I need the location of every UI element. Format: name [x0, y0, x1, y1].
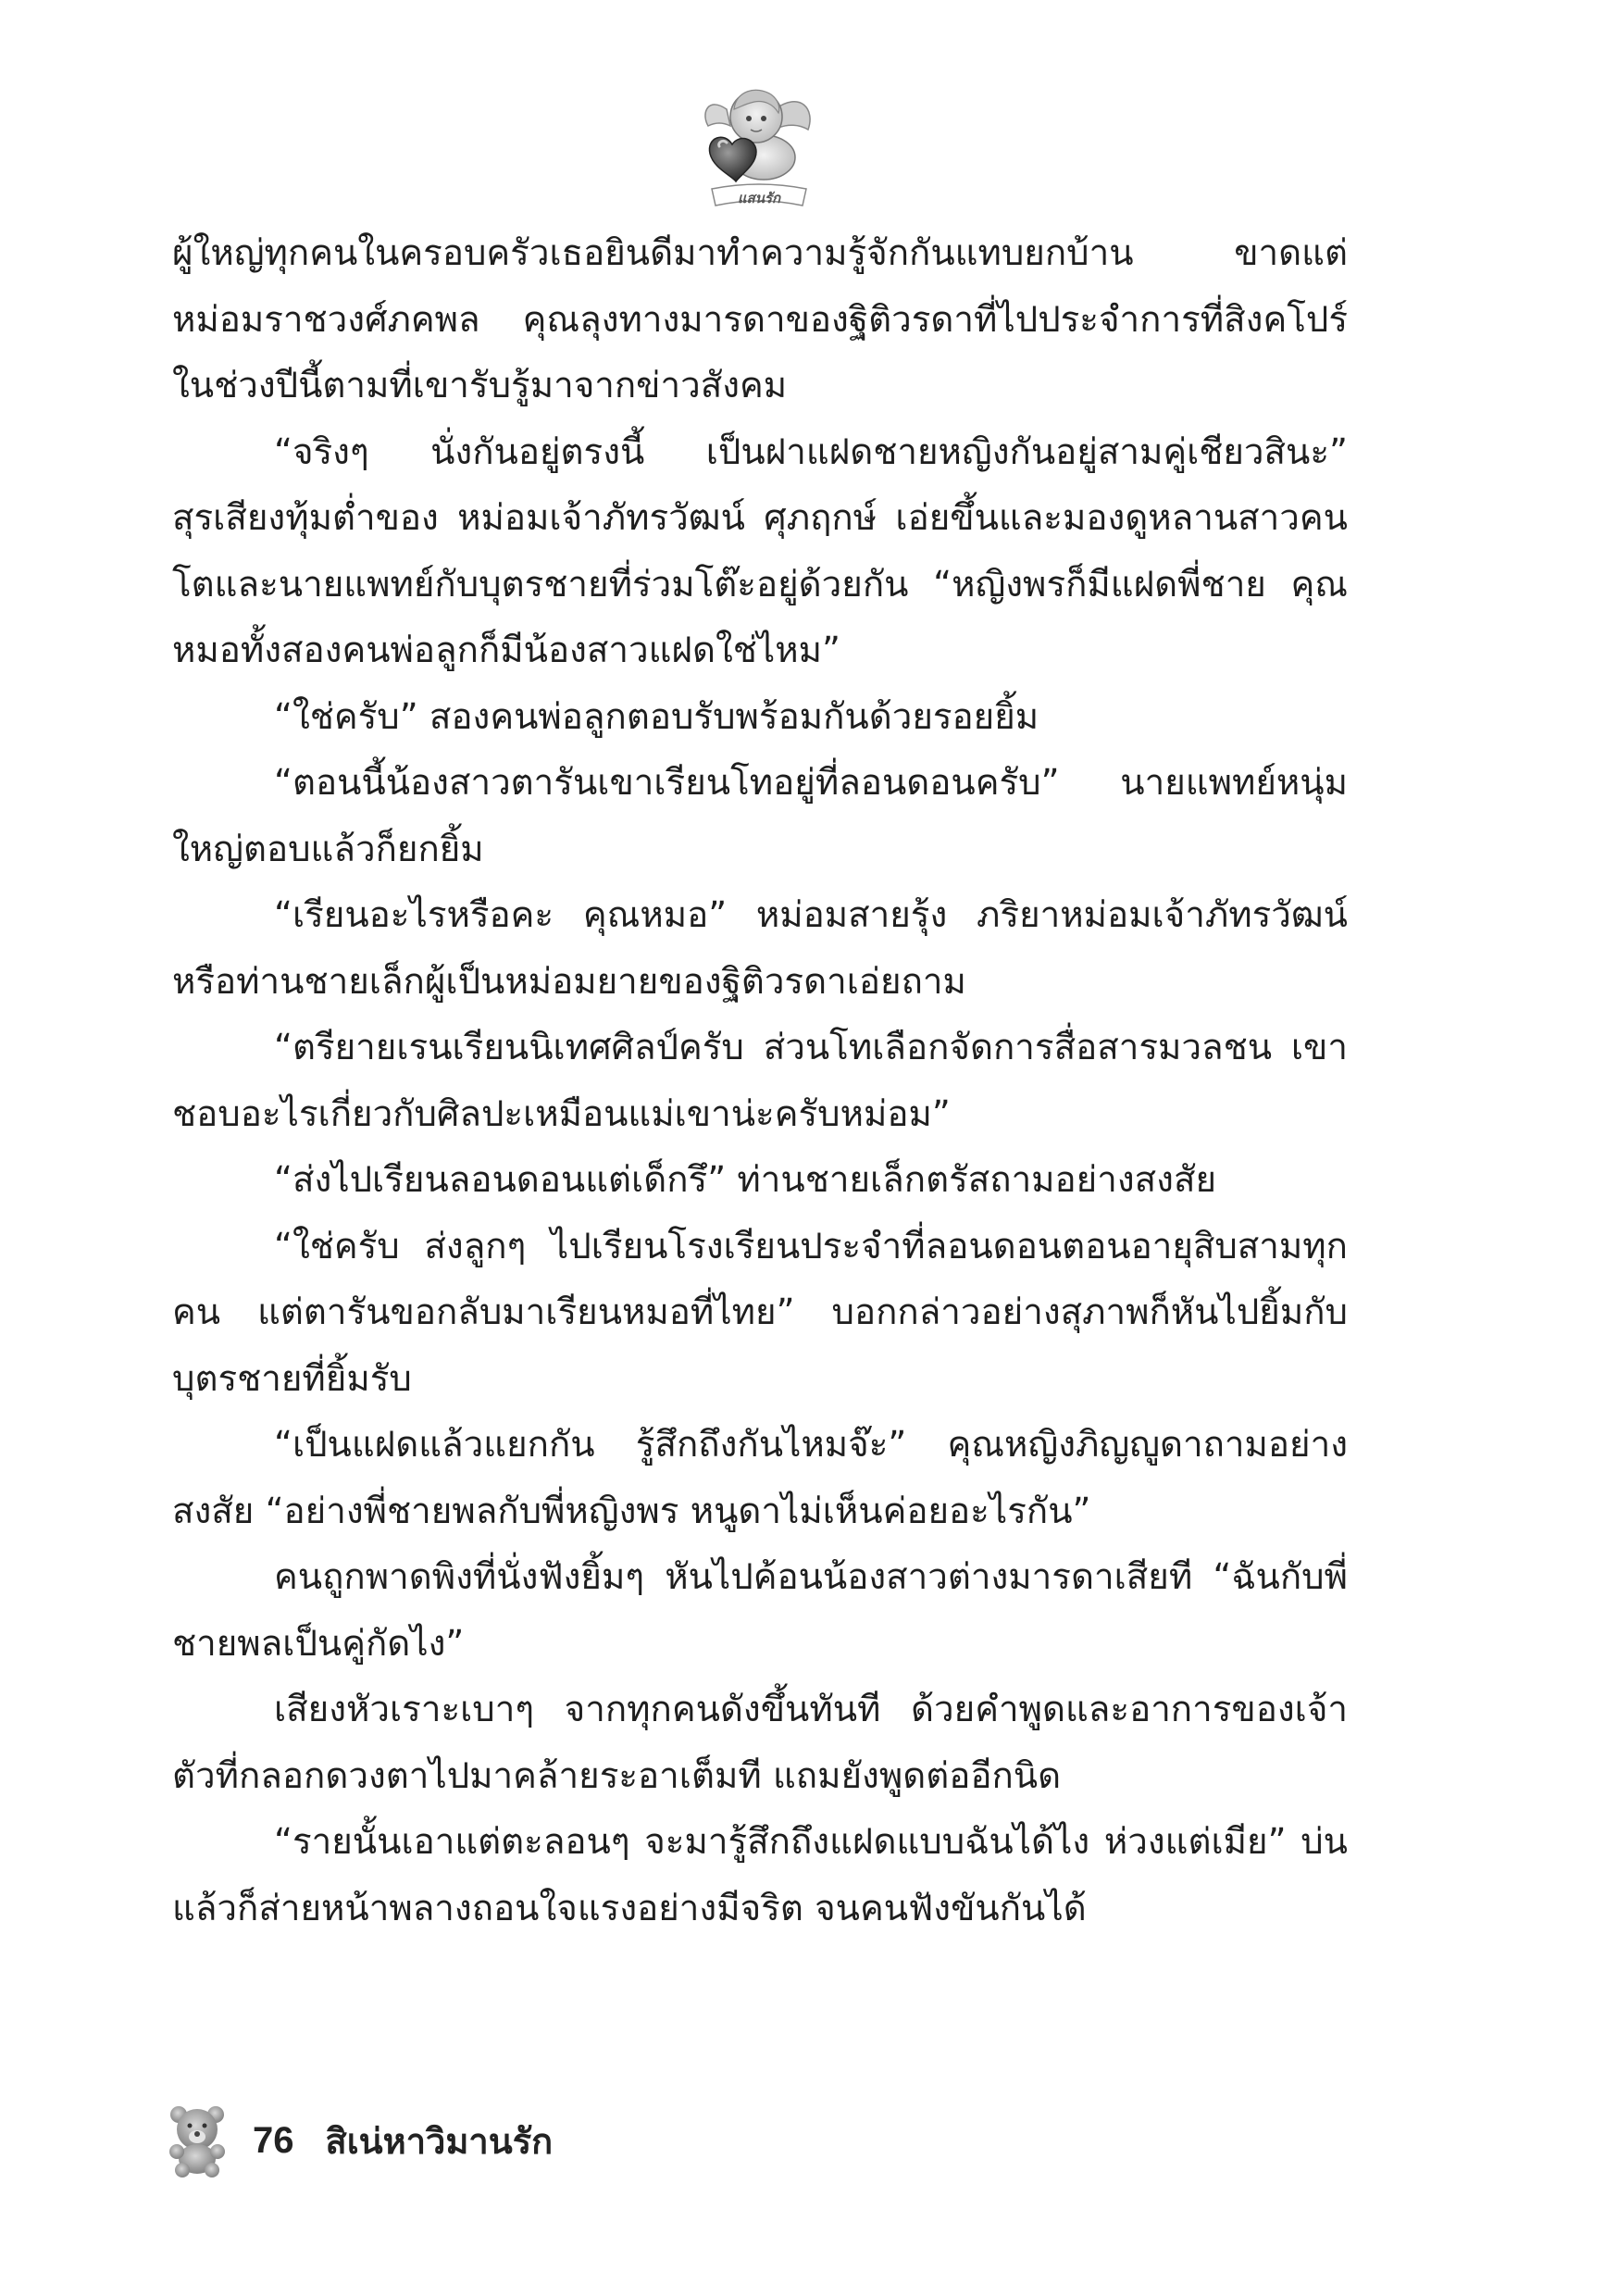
- page-number: 76: [253, 2119, 294, 2161]
- paragraph: “ตรียายเรนเรียนนิเทศศิลป์ครับ ส่วนโทเลือกจัดการสื่อสารมวลชน เขาชอบอะไรเกี่ยวกับศิลปะเหมือนแม่เขาน่ะครับหม่อม”: [172, 1027, 1348, 1135]
- paragraph: “รายนั้นเอาแต่ตะลอนๆ จะมารู้สึกถึงแฝดแบบฉันได้ไง ห่วงแต่เมีย” บ่นแล้วก็ส่ายหน้าพลางถอนใจแรงอย่างมีจริต จนคนฟังขันกันได้: [172, 1821, 1348, 1929]
- paragraph: “ตอนนี้น้องสาวตารันเขาเรียนโทอยู่ที่ลอนดอนครับ” นายแพทย์หนุ่มใหญ่ตอบแล้วก็ยกยิ้ม: [172, 762, 1348, 870]
- page-footer: [162, 2103, 553, 2177]
- teddy-bear-icon: [162, 2103, 234, 2177]
- paragraph: “จริงๆ นั่งกันอยู่ตรงนี้ เป็นฝาแฝดชายหญิงกันอยู่สามคู่เชียวสินะ” สุรเสียงทุ้มต่ำของ หม่อมเจ้าภัทรวัฒน์ ศุภฤกษ์ เอ่ยขึ้นและมองดูหลานสาวคนโตและนายแพทย์กับบุตรชายที่ร่วมโต๊ะอยู่ด้วยกัน “หญิงพรก็มีแฝดพี่ชาย คุณหมอทั้งสองคนพ่อลูกก็มีน้องสาวแฝดใช่ไหม”: [172, 430, 1348, 671]
- body-text: [172, 220, 1348, 1941]
- paragraph: ผู้ใหญ่ทุกคนในครอบครัวเธอยินดีมาทำความรู้จักกันแทบยกบ้าน ขาดแต่หม่อมราชวงศ์ภคพล คุณลุงทางมารดาของฐิติวรดาที่ไปประจำการที่สิงคโปร์ในช่วงปีนี้ตามที่เขารับรู้มาจากข่าวสังคม: [172, 232, 1348, 406]
- logo-text: แสนรัก: [737, 190, 781, 206]
- paragraph: “ใช่ครับ ส่งลูกๆ ไปเรียนโรงเรียนประจำที่ลอนดอนตอนอายุสิบสามทุกคน แต่ตารันขอกลับมาเรียนหมอที่ไทย” บอกกล่าวอย่างสุภาพก็หันไปยิ้มกับบุตรชายที่ยิ้มรับ: [172, 1225, 1348, 1400]
- paragraph: คนถูกพาดพิงที่นั่งฟังยิ้มๆ หันไปค้อนน้องสาวต่างมารดาเสียที “ฉันกับพี่ชายพลเป็นคู่กัดไง”: [172, 1556, 1348, 1665]
- paragraph: “ใช่ครับ” สองคนพ่อลูกตอบรับพร้อมกันด้วยรอยยิ้ม: [274, 695, 1039, 738]
- paragraph: “เรียนอะไรหรือคะ คุณหมอ” หม่อมสายรุ้ง ภริยาหม่อมเจ้าภัทรวัฒน์หรือท่านชายเล็กผู้เป็นหม่อมยายของฐิติวรดาเอ่ยถาม: [172, 894, 1348, 1003]
- header-logo: [699, 72, 819, 211]
- book-title: สิเน่หาวิมานรัก: [325, 2120, 554, 2162]
- paragraph: เสียงหัวเราะเบาๆ จากทุกคนดังขึ้นทันที ด้วยคำพูดและอาการของเจ้าตัวที่กลอกดวงตาไปมาคล้ายระอาเต็มที แถมยังพูดต่ออีกนิด: [172, 1689, 1348, 1797]
- paragraph: “ส่งไปเรียนลอนดอนแต่เด็กรึ” ท่านชายเล็กตรัสถามอย่างสงสัย: [274, 1159, 1217, 1201]
- paragraph: “เป็นแฝดแล้วแยกกัน รู้สึกถึงกันไหมจ๊ะ” คุณหญิงภิญญูดาถามอย่างสงสัย “อย่างพี่ชายพลกับพี่หญิงพร หนูดาไม่เห็นค่อยอะไรกัน”: [172, 1424, 1348, 1532]
